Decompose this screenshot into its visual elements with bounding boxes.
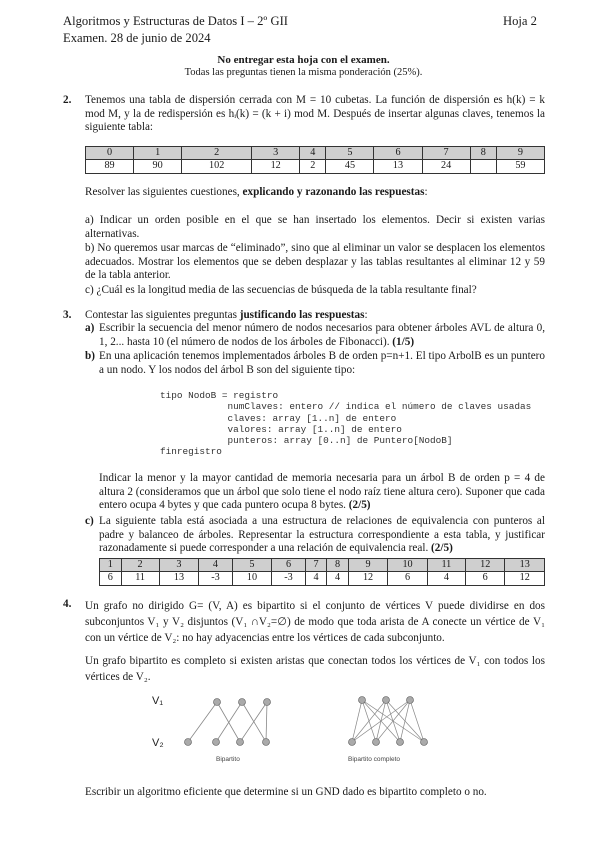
q3-c-label: c) bbox=[85, 515, 94, 527]
eq-index: 6 bbox=[272, 559, 306, 572]
q2-item-a: a) Indicar un orden posible en el que se han insertado los elementos. Decir si existen varias alternativas. bbox=[85, 214, 545, 240]
v2-label: V₂ bbox=[152, 737, 164, 749]
eq-index: 10 bbox=[388, 559, 428, 572]
complete-bipartite-edges bbox=[352, 700, 424, 742]
bipartite-caption: Bipartito bbox=[216, 756, 240, 763]
course-title: Algoritmos y Estructuras de Datos I – 2º GII bbox=[63, 14, 288, 28]
hash-index: 3 bbox=[252, 147, 300, 160]
q4-complete-definition: Un grafo bipartito es completo si existen aristas que conectan todos los vértices de V₁ con todos los vértices de V₂. bbox=[85, 655, 545, 683]
hash-value: 59 bbox=[496, 160, 544, 173]
q3-b-text: En una aplicación tenemos implementados árboles B de orden p=n+1. El tipo ArbolB es un puntero a un nodo. Y los nodos del árbol B son del siguiente tipo: bbox=[99, 350, 545, 376]
hash-table-value-row bbox=[86, 160, 545, 173]
q3-b-score: (2/5) bbox=[348, 499, 371, 512]
hash-table bbox=[85, 146, 545, 174]
q3-b-follow bbox=[99, 472, 545, 513]
q2-instruction-pre: Resolver las siguientes cuestiones, bbox=[85, 186, 243, 198]
hash-value: 89 bbox=[86, 160, 134, 173]
q4-task: Escribir un algoritmo eficiente que determine si un GND dado es bipartito completo o no. bbox=[85, 786, 487, 798]
hash-value: 2 bbox=[300, 160, 326, 173]
complete-bipartite-vertices bbox=[349, 697, 428, 746]
eq-value: 10 bbox=[232, 572, 272, 585]
eq-value: 6 bbox=[388, 572, 428, 585]
hash-value: 90 bbox=[134, 160, 182, 173]
eq-index: 12 bbox=[465, 559, 505, 572]
eq-index: 13 bbox=[505, 559, 545, 572]
code-line: punteros: array [0..n] de Puntero[NodoB] bbox=[160, 435, 453, 447]
q3-intro-post: : bbox=[364, 309, 368, 321]
q3-c-text: La siguiente tabla está asociada a una estructura de relaciones de equivalencia con punteros al padre y balanceo de árboles. Representar la estructura correspondiente a esta tabla, y justificar razonadamente si puede corresponder a una relación de equivalencia real. bbox=[99, 515, 545, 555]
hash-index: 4 bbox=[300, 147, 326, 160]
sheet-label: Hoja 2 bbox=[503, 14, 537, 28]
hash-index: 5 bbox=[326, 147, 374, 160]
q3-intro-bold: justificando las respuestas bbox=[239, 309, 365, 321]
hash-index: 2 bbox=[182, 147, 252, 160]
eq-value: 4 bbox=[427, 572, 465, 585]
hash-value: 12 bbox=[252, 160, 300, 173]
eq-index: 4 bbox=[199, 559, 233, 572]
complete-bipartite-caption: Bipartito completo bbox=[348, 756, 401, 763]
q2-instruction-post: : bbox=[424, 186, 428, 198]
q3-a-label: a) bbox=[85, 322, 95, 334]
q2-instruction bbox=[85, 186, 545, 200]
eq-index: 11 bbox=[427, 559, 465, 572]
eq-value: -3 bbox=[272, 572, 306, 585]
hash-index: 9 bbox=[496, 147, 544, 160]
hash-index: 8 bbox=[470, 147, 496, 160]
q2-intro: Tenemos una tabla de dispersión cerrada con M = 10 cubetas. La función de dispersión es h(k) = k mod M, y la de redispersión es hᵢ(k) = (k + i) mod M. Después de insertar algunas claves, tenemos la siguiente tabla: bbox=[85, 94, 545, 134]
q3-c-score: (2/5) bbox=[431, 542, 453, 555]
eq-value: 4 bbox=[305, 572, 327, 585]
eq-index: 7 bbox=[305, 559, 327, 572]
eq-index: 8 bbox=[327, 559, 349, 572]
nodob-code-block bbox=[160, 390, 531, 458]
exam-date: Examen. 28 de junio de 2024 bbox=[63, 31, 211, 45]
hash-value bbox=[470, 160, 496, 173]
code-line: claves: array [1..n] de entero bbox=[160, 412, 397, 424]
hash-value: 24 bbox=[422, 160, 470, 173]
q3-number: 3. bbox=[63, 309, 72, 321]
hash-table-index-row bbox=[86, 147, 545, 160]
q2-item-b: b) No queremos usar marcas de “eliminado”, sino que al eliminar un valor se desplacen los elementos adecuados. Mostrar los elementos que se deben desplazar y las tablas resultantes al eliminar 12 y 59 de la tabla anterior. bbox=[85, 242, 545, 282]
code-line: numClaves: entero // indica el número de claves usadas bbox=[160, 401, 532, 413]
q2-number: 2. bbox=[63, 94, 72, 106]
notice-weighting: Todas las preguntas tienen la misma ponderación (25%). bbox=[184, 67, 423, 78]
q2-item-c: c) ¿Cuál es la longitud media de las secuencias de búsqueda de la tabla resultante final? bbox=[85, 284, 477, 296]
hash-value: 102 bbox=[182, 160, 252, 173]
eq-index: 1 bbox=[100, 559, 122, 572]
v1-label: V₁ bbox=[152, 695, 164, 707]
code-line: finregistro bbox=[160, 446, 222, 458]
eq-value: 11 bbox=[121, 572, 159, 585]
q4-number: 4. bbox=[63, 598, 72, 610]
eq-index: 9 bbox=[348, 559, 388, 572]
eq-value: 12 bbox=[348, 572, 388, 585]
bipartite-edges bbox=[188, 702, 267, 742]
code-line: valores: array [1..n] de entero bbox=[160, 423, 402, 435]
hash-index: 6 bbox=[374, 147, 422, 160]
q2-instruction-bold: explicando y razonando las respuestas bbox=[242, 186, 425, 198]
q3-a bbox=[99, 322, 545, 349]
equivalence-table-value-row bbox=[100, 572, 545, 585]
eq-value: 12 bbox=[505, 572, 545, 585]
q3-intro bbox=[85, 309, 545, 323]
bipartite-vertices bbox=[185, 699, 271, 746]
q3-b-label: b) bbox=[85, 350, 95, 362]
eq-value: 6 bbox=[100, 572, 122, 585]
q3-a-text: Escribir la secuencia del menor número de nodos necesarios para obtener árboles AVL de altura 0, 1, 2... hasta 10 (el número de nodos de los árboles de Fibonacci). bbox=[99, 322, 545, 348]
equivalence-table-index-row bbox=[100, 559, 545, 572]
q4-definition: Un grafo no dirigido G= (V, A) es bipartito si el conjunto de vértices V puede dividirse en dos subconjuntos V₁ y V₂ disjuntos (V₁ ∩V₂=∅) de modo que toda arista de A conecte un vértice de V₁ con un vértice de V₂: no hay adyacencias entre los vértices de cada subconjunto. bbox=[85, 600, 545, 645]
code-line: tipo NodoB = registro bbox=[160, 390, 279, 401]
hash-index: 1 bbox=[134, 147, 182, 160]
q3-intro-pre: Contestar las siguientes preguntas bbox=[85, 309, 240, 321]
eq-index: 2 bbox=[121, 559, 159, 572]
q3-c bbox=[99, 515, 545, 556]
eq-value: 6 bbox=[465, 572, 505, 585]
hash-value: 45 bbox=[326, 160, 374, 173]
hash-index: 0 bbox=[86, 147, 134, 160]
q3-a-score: (1/5) bbox=[392, 335, 415, 348]
equivalence-table bbox=[99, 558, 545, 586]
eq-index: 3 bbox=[159, 559, 199, 572]
eq-index: 5 bbox=[232, 559, 272, 572]
eq-value: 4 bbox=[327, 572, 349, 585]
hash-index: 7 bbox=[422, 147, 470, 160]
eq-value: -3 bbox=[199, 572, 233, 585]
eq-value: 13 bbox=[159, 572, 199, 585]
notice-heading: No entregar esta hoja con el examen. bbox=[217, 54, 390, 66]
q3-b-follow-text: Indicar la menor y la mayor cantidad de memoria necesaria para un árbol B de orden p = 4 de altura 2 (consideramos que un árbol que solo tiene el nodo raíz tiene altura cero). Suponer que cada entero ocupa 4 bytes y que cada puntero ocupa 8 bytes. bbox=[99, 472, 545, 512]
bipartite-figure bbox=[140, 688, 480, 766]
hash-value: 13 bbox=[374, 160, 422, 173]
